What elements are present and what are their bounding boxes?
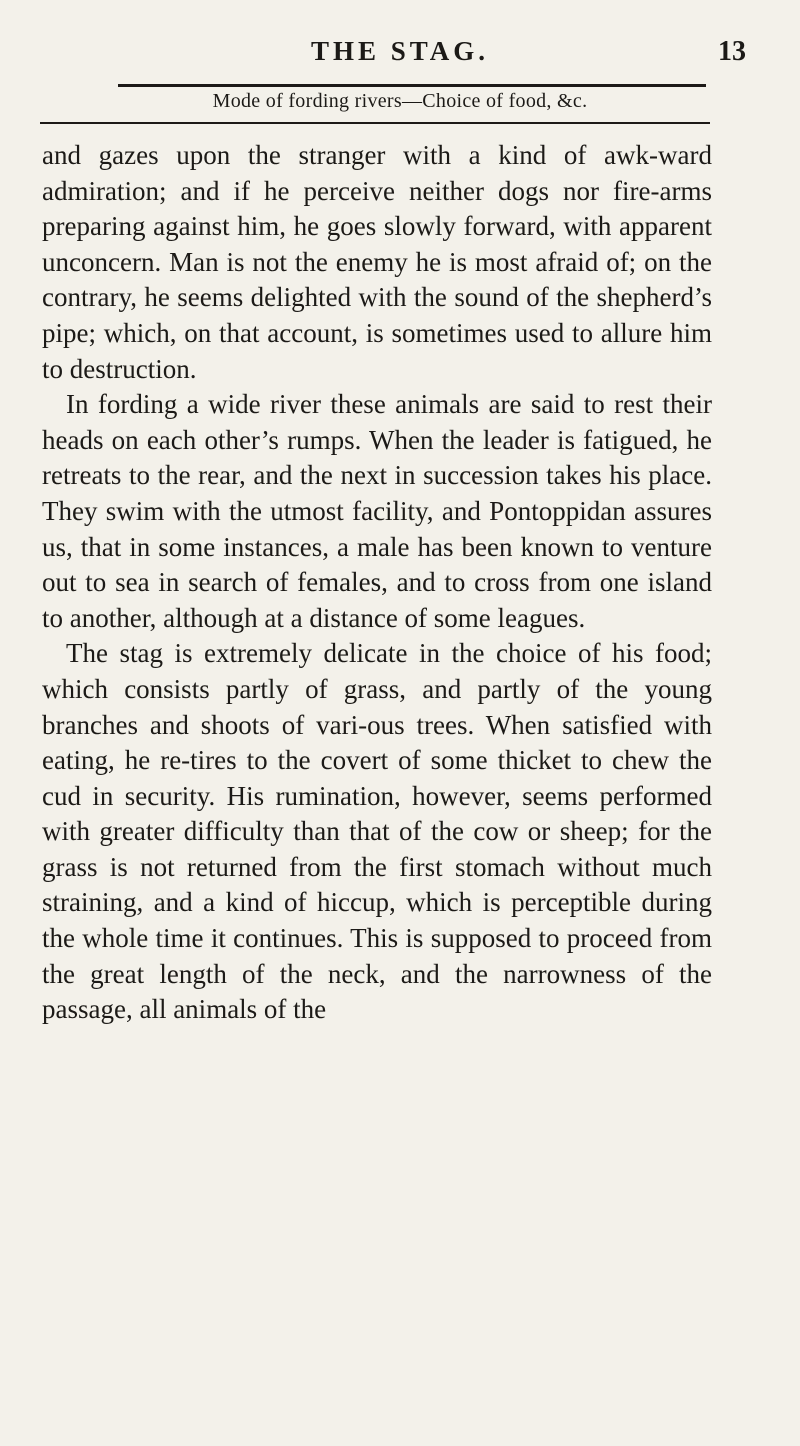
- paragraph-food: The stag is extremely delicate in the choice of his food; which consists partly of grass, and partly of the young branches and shoots of vari-ous trees. When satisfied with eating, he re-tires to the covert of some thicket to chew the cud in security. His rumination, however, seems performed with greater difficulty than that of the cow or sheep; for the grass is not returned from the first stomach without much straining, and a kind of hiccup, which is perceptible during the whole time it continues. This is supposed to proceed from the great length of the neck, and the narrowness of the passage, all animals of the: [42, 638, 712, 1025]
- header-rule-bottom: [40, 122, 710, 124]
- running-head: [0, 36, 800, 76]
- page-number: 13: [718, 36, 746, 67]
- body-text: [42, 138, 712, 1028]
- header-rule-top: [118, 84, 706, 87]
- paragraph-fording: In fording a wide river these animals are said to rest their heads on each other’s rumps. When the leader is fatigued, he retreats to the rear, and the next in succession takes his place. They swim with the utmost facility, and Pontoppidan assures us, that in some instances, a male has been known to venture out to sea in search of females, and to cross from one island to another, although at a distance of some leagues.: [42, 389, 712, 633]
- section-heading: Mode of fording rivers—Choice of food, &c.: [212, 90, 588, 112]
- paragraph-continuation: and gazes upon the stranger with a kind of awk-ward admiration; and if he perceive neither dogs nor fire-arms preparing against him, he goes slowly forward, with apparent unconcern. Man is not the enemy he is most afraid of; on the contrary, he seems delighted with the sound of the shepherd’s pipe; which, on that account, is sometimes used to allure him to destruction.: [42, 140, 712, 384]
- running-title: THE STAG.: [310, 36, 490, 66]
